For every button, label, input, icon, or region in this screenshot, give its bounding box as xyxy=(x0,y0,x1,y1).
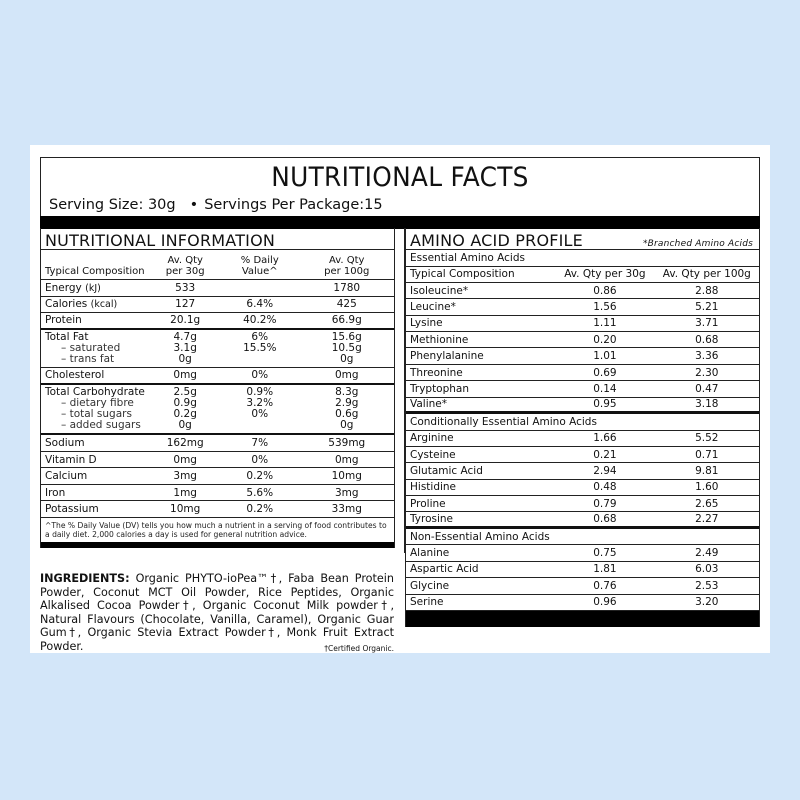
table-row: Cholesterol 0mg 0% 0mg xyxy=(41,368,394,385)
amino-row: Alanine 0.75 2.49 xyxy=(406,545,759,561)
ingredients-label: INGREDIENTS: xyxy=(40,572,130,585)
essential-amino-acids-heading: Essential Amino Acids xyxy=(406,250,759,267)
amino-row: Cysteine 0.21 0.71 xyxy=(406,447,759,463)
amino-row: Aspartic Acid 1.81 6.03 xyxy=(406,562,759,578)
column-divider xyxy=(395,228,405,553)
amino-acid-profile-title xyxy=(406,228,759,250)
amino-row: Arginine 1.66 5.52 xyxy=(406,431,759,447)
amino-row: Leucine* 1.56 5.21 xyxy=(406,299,759,315)
col-header-daily-value: % Daily Value^ xyxy=(240,255,279,277)
servings-per-package: Servings Per Package:15 xyxy=(204,197,383,213)
certified-organic-note: †Certified Organic. xyxy=(324,643,394,653)
amino-header-row: Typical Composition Av. Qty per 30g Av. Qty per 100g xyxy=(406,267,759,283)
col-header-per100: Av. Qty per 100g xyxy=(324,255,370,277)
table-row: Protein 20.1g 40.2% 66.9g xyxy=(41,313,394,330)
nonessential-amino-acids-heading: Non-Essential Amino Acids xyxy=(406,529,759,546)
col-header-composition: Typical Composition xyxy=(45,266,145,277)
amino-row: Threonine 0.69 2.30 xyxy=(406,365,759,381)
table-row: Potassium 10mg 0.2% 33mg xyxy=(41,501,394,518)
table-row: Total Fat – saturated – trans fat 4.7g 3.1g 0g 6% 15.5% 15.6g 10.5g 0g xyxy=(41,330,394,369)
page-title: NUTRITIONAL FACTS xyxy=(271,162,529,193)
serving-info xyxy=(49,197,383,213)
table-row: Total Carbohydrate – dietary fibre – total sugars – added sugars 2.5g 0.9g 0.2g 0g 0.9% 3.2% 0% 8.3g 2.9g 0.6g 0g xyxy=(41,385,394,436)
amino-row: Proline 0.79 2.65 xyxy=(406,496,759,512)
table-row: Iron 1mg 5.6% 3mg xyxy=(41,485,394,502)
nutrition-label-header xyxy=(40,157,760,228)
table-row: Sodium 162mg 7% 539mg xyxy=(41,435,394,452)
nutritional-information-table xyxy=(40,228,395,548)
amino-row: Valine* 0.95 3.18 xyxy=(406,398,759,414)
nutritional-information-title: NUTRITIONAL INFORMATION xyxy=(41,228,394,250)
ingredients-text: Organic PHYTO-ioPea™†, Faba Bean Protein Powder, Coconut MCT Oil Powder, Rice Peptides, Organic Alkalised Cocoa Powder†, Organic Coconut Milk powder†, Natural Flavours (Chocolate, Vanilla, Caramel), Organic Guar Gum†, Organic Stevia Extract Powder†, Monk Fruit Extract Powder. xyxy=(40,572,394,653)
daily-value-footnote: ^The % Daily Value (DV) tells you how much a nutrient in a serving of food contributes to a daily diet. 2,000 calories a day is used for general nutrition advice. xyxy=(45,520,387,540)
table-header-row xyxy=(41,250,394,280)
conditional-amino-acids-heading: Conditionally Essential Amino Acids xyxy=(406,414,759,431)
branched-note: *Branched Amino Acids xyxy=(642,239,753,249)
amino-row: Glutamic Acid 2.94 9.81 xyxy=(406,463,759,479)
amino-row: Tyrosine 0.68 2.27 xyxy=(406,512,759,528)
amino-row: Tryptophan 0.14 0.47 xyxy=(406,381,759,397)
amino-row: Histidine 0.48 1.60 xyxy=(406,480,759,496)
bottom-bar xyxy=(41,542,394,548)
amino-title-text: AMINO ACID PROFILE xyxy=(410,231,583,250)
serving-size: Serving Size: 30g xyxy=(49,197,176,213)
amino-row: Serine 0.96 3.20 xyxy=(406,595,759,611)
amino-row: Lysine 1.11 3.71 xyxy=(406,316,759,332)
amino-row: Isoleucine* 0.86 2.88 xyxy=(406,283,759,299)
amino-acid-profile-table xyxy=(405,228,760,627)
bullet: • xyxy=(189,197,199,213)
table-row: Energy (kJ) 533 1780 xyxy=(41,280,394,297)
col-header-per30: Av. Qty per 30g xyxy=(165,255,205,277)
amino-row: Phenylalanine 1.01 3.36 xyxy=(406,348,759,364)
bottom-bar xyxy=(406,611,759,627)
table-row: Calcium 3mg 0.2% 10mg xyxy=(41,468,394,485)
amino-row: Glycine 0.76 2.53 xyxy=(406,578,759,594)
table-row: Calories (kcal) 127 6.4% 425 xyxy=(41,297,394,314)
amino-row: Methionine 0.20 0.68 xyxy=(406,332,759,348)
table-row: Vitamin D 0mg 0% 0mg xyxy=(41,452,394,469)
ingredients-block xyxy=(40,572,394,656)
